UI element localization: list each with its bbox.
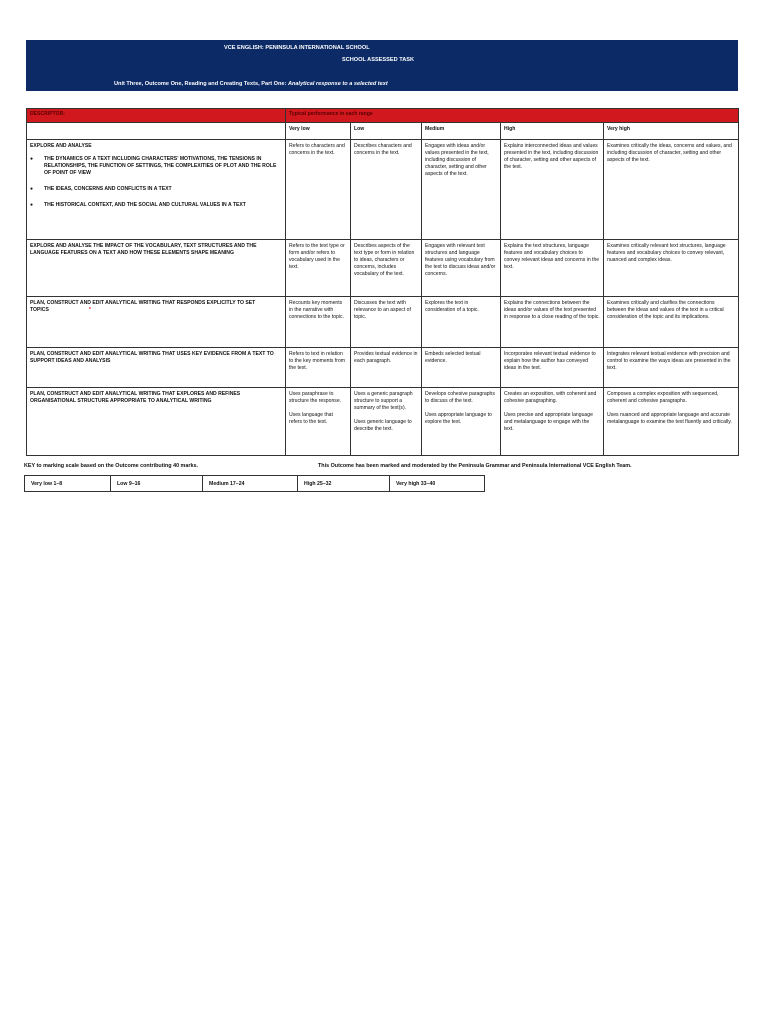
rubric-header-row xyxy=(27,109,739,123)
level-low: Low xyxy=(351,123,422,140)
list-item: ● THE IDEAS, CONCERNS AND CONFLICTS IN A TEXT xyxy=(30,186,282,193)
descriptor-cell: PLAN, CONSTRUCT AND EDIT ANALYTICAL WRITING THAT EXPLORES AND REFINES ORGANISATIONAL STRUCTURE APPROPRIATE TO ANALYTICAL WRITING xyxy=(27,388,286,456)
rubric-cell: Composes a complex exposition with sequenced, coherent and cohesive paragraphs. Uses nuanced and appropriate language and accurate metalanguage to examine the text fluently and critically. xyxy=(604,388,739,456)
rubric-cell: Refers to the text type or form and/or refers to vocabulary used in the text. xyxy=(286,240,351,297)
range-medium: Medium 17–24 xyxy=(203,476,298,492)
range-very-low: Very low 1–8 xyxy=(25,476,111,492)
rubric-cell: Discusses the text with relevance to an aspect of topic. xyxy=(351,297,422,348)
school-header-banner xyxy=(26,40,738,91)
rubric-cell: Explores the text in consideration of a topic. xyxy=(422,297,501,348)
rubric-cell: Examines critically relevant text structures, language features and vocabulary choices to convey relevant, nuanced and complex ideas. xyxy=(604,240,739,297)
descriptor-cell: EXPLORE AND ANALYSE THE IMPACT OF THE VOCABULARY, TEXT STRUCTURES AND THE LANGUAGE FEATURES ON A TEXT AND HOW THESE ELEMENTS SHAPE MEANING xyxy=(27,240,286,297)
list-item: ● THE HISTORICAL CONTEXT, AND THE SOCIAL AND CULTURAL VALUES IN A TEXT xyxy=(30,202,282,209)
rubric-cell: Explains interconnected ideas and values presented in the text, including discussion of character, setting and other aspects of the text. xyxy=(501,140,604,240)
table-row xyxy=(27,348,739,388)
range-low: Low 9–16 xyxy=(111,476,203,492)
rubric-table xyxy=(26,108,739,456)
rubric-cell: Examines critically and clarifies the connections between the ideas and values of the text in a critical consideration of the topic and its implications. xyxy=(604,297,739,348)
rubric-cell: Embeds selected textual evidence. xyxy=(422,348,501,388)
rubric-cell: Incorporates relevant textual evidence to explain how the author has conveyed ideas in the text. xyxy=(501,348,604,388)
header-unit-outcome: Unit Three, Outcome One, Reading and Creating Texts, Part One: Analytical response to a selected text xyxy=(114,81,388,87)
rubric-cell: Explains the connections between the ideas and/or values of the text presented in response to a close reading of the topic. xyxy=(501,297,604,348)
red-mark: * xyxy=(88,307,91,313)
level-very-high: Very high xyxy=(604,123,739,140)
rubric-cell: Describes aspects of the text type or form in relation to ideas, characters or concerns, includes vocabulary of the text. xyxy=(351,240,422,297)
descriptor-cell: PLAN, CONSTRUCT AND EDIT ANALYTICAL WRITING THAT RESPONDS EXPLICITLY TO SET TOPICS * xyxy=(27,297,286,348)
descriptor-header: DESCRIPTOR: xyxy=(27,109,286,123)
descriptor-cell: EXPLORE AND ANALYSE ● THE DYNAMICS OF A TEXT INCLUDING CHARACTERS' MOTIVATIONS, THE TENSIONS IN RELATIONSHIPS, THE FUNCTION OF SETTINGS, THE COMPLEXITIES OF PLOT AND THE ROLE OF POINT OF VIEW ● THE IDEAS, CONCERNS AND CONFLICTS IN A TEXT ● THE HISTORICAL CONTEXT, AND THE SOCIAL AND CULTURAL VALUES IN A TEXT xyxy=(27,140,286,240)
rubric-cell: Develops cohesive paragraphs to discuss of the text. Uses appropriate language to explore the text. xyxy=(422,388,501,456)
levels-row xyxy=(27,123,739,140)
descriptor-cell: PLAN, CONSTRUCT AND EDIT ANALYTICAL WRITING THAT USES KEY EVIDENCE FROM A TEXT TO SUPPORT IDEAS AND ANALYSIS xyxy=(27,348,286,388)
rubric-cell: Provides textual evidence in each paragraph. xyxy=(351,348,422,388)
rubric-cell: Engages with ideas and/or values presented in the text, including discussion of character, setting and other aspects of the text. xyxy=(422,140,501,240)
header-task-type: SCHOOL ASSESSED TASK xyxy=(342,57,415,63)
rubric-cell: Examines critically the ideas, concerns and values, and including discussion of character, setting and other aspects of the text. xyxy=(604,140,739,240)
rubric-cell: Uses paraphrase to structure the response. Uses language that refers to the text. xyxy=(286,388,351,456)
range-very-high: Very high 33–40 xyxy=(390,476,485,492)
marking-scale-table xyxy=(24,475,485,492)
rubric-cell: Uses a generic paragraph structure to support a summary of the text(s). Uses generic language to describe the text. xyxy=(351,388,422,456)
range-high: High 25–32 xyxy=(298,476,390,492)
moderation-note: This Outcome has been marked and moderated by the Peninsula Grammar and Peninsula International VCE English Team. xyxy=(318,463,632,469)
rubric-cell: Describes characters and concerns in the text. xyxy=(351,140,422,240)
level-very-low: Very low xyxy=(286,123,351,140)
table-row xyxy=(27,297,739,348)
level-medium: Medium xyxy=(422,123,501,140)
level-high: High xyxy=(501,123,604,140)
table-row xyxy=(27,140,739,240)
rubric-cell: Refers to text in relation to the key moments from the text. xyxy=(286,348,351,388)
performance-header: Typical performance in each range xyxy=(286,109,739,123)
descriptor-bullets xyxy=(30,156,282,209)
rubric-cell: Recounts key moments in the narrative with connections to the topic. xyxy=(286,297,351,348)
rubric-cell: Integrates relevant textual evidence with precision and control to examine the ways ideas are presented in the text. xyxy=(604,348,739,388)
rubric-cell: Engages with relevant text structures and language features using vocabulary from the text to discuss ideas and/or concerns. xyxy=(422,240,501,297)
rubric-cell: Refers to characters and concerns in the text. xyxy=(286,140,351,240)
header-school-name: VCE ENGLISH: PENINSULA INTERNATIONAL SCHOOL xyxy=(224,45,370,51)
list-item: ● THE DYNAMICS OF A TEXT INCLUDING CHARACTERS' MOTIVATIONS, THE TENSIONS IN RELATIONSHIPS, THE FUNCTION OF SETTINGS, THE COMPLEXITIES OF PLOT AND THE ROLE OF POINT OF VIEW xyxy=(30,156,282,177)
rubric-cell: Creates an exposition, with coherent and cohesive paragraphing. Uses precise and appropriate language and metalanguage to engage with the text. xyxy=(501,388,604,456)
marking-key-note: KEY to marking scale based on the Outcome contributing 40 marks. xyxy=(24,463,198,469)
table-row xyxy=(27,240,739,297)
table-row xyxy=(27,388,739,456)
rubric-cell: Explains the text structures, language features and vocabulary choices to convey relevant ideas and concerns in the text. xyxy=(501,240,604,297)
table-row xyxy=(25,476,485,492)
